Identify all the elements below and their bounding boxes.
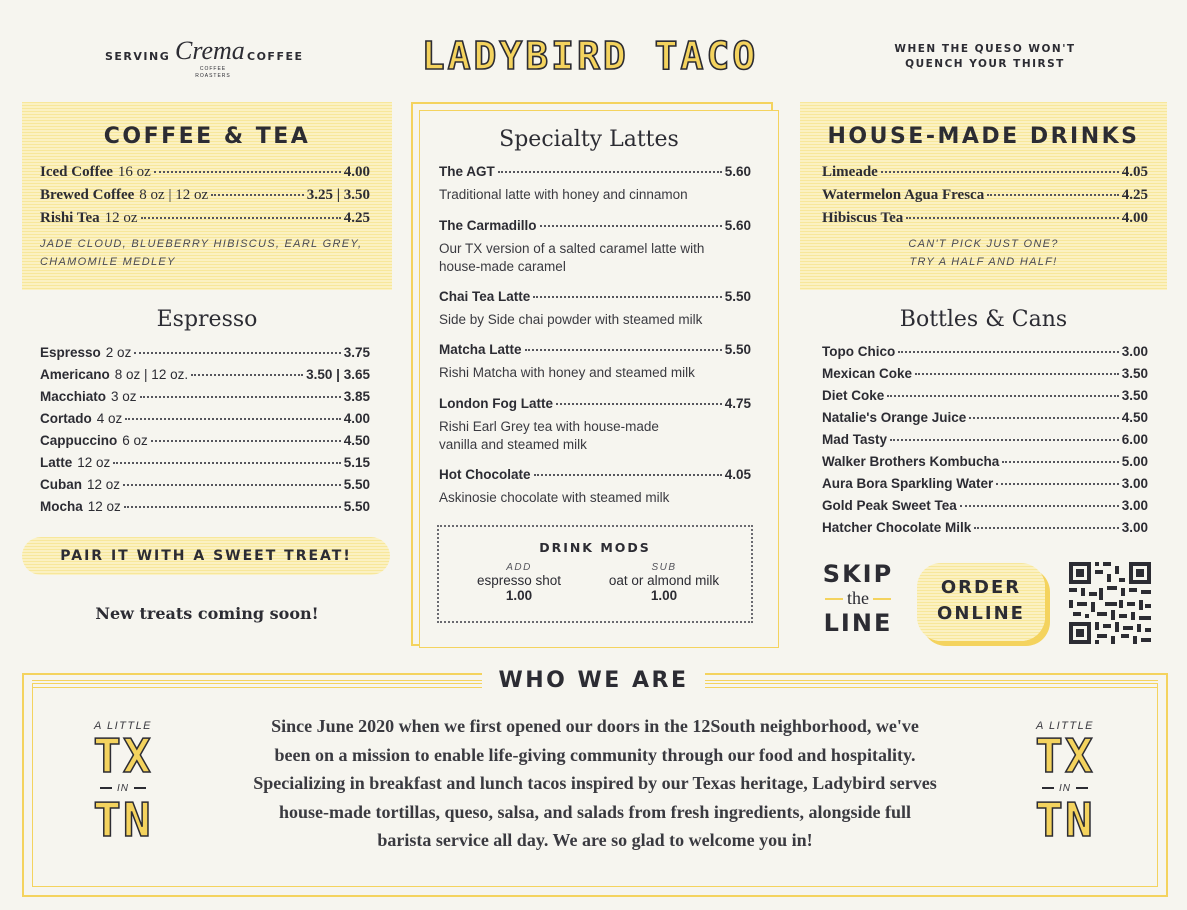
item-price: 5.50	[724, 342, 751, 357]
latte-description: Askinosie chocolate with steamed milk	[439, 490, 670, 505]
item-name: Macchiato	[40, 389, 107, 404]
item-name: Iced Coffee	[40, 164, 113, 180]
latte-item	[439, 396, 751, 411]
latte-description: Side by Side chai powder with steamed milk	[439, 312, 703, 327]
bottle-item	[822, 498, 1148, 513]
house-note-2: TRY A HALF AND HALF!	[909, 256, 1058, 268]
espresso-item	[40, 345, 370, 360]
coffee-tea-item-iced-coffee	[40, 164, 370, 181]
tagline-line-1: WHEN THE QUESO WON'T	[894, 43, 1076, 55]
item-price: 5.50	[724, 289, 751, 304]
item-name: Hatcher Chocolate Milk	[822, 520, 972, 535]
item-price: 3.75	[343, 345, 370, 360]
treats-note: New treats coming soon!	[95, 604, 319, 623]
crema-roasters-text: COFFEE ROASTERS	[195, 66, 231, 79]
house-drink-item	[822, 210, 1148, 227]
item-name: Mocha	[40, 499, 83, 514]
item-price: 4.25	[1121, 187, 1148, 203]
item-price: 3.00	[1121, 344, 1148, 359]
who-paragraph-line: Specializing in breakfast and lunch tacos inspired by our Texas heritage, Ladybird serves	[253, 773, 937, 793]
item-price: 5.00	[1121, 454, 1148, 469]
badge-in: IN	[1059, 782, 1071, 794]
who-title: WHO WE ARE	[482, 668, 705, 693]
item-price: 4.05	[724, 467, 751, 482]
badge-tn: TN	[1035, 793, 1095, 847]
the-text: the	[847, 588, 869, 608]
mods-sub-label: SUB	[651, 562, 677, 573]
order-online-button[interactable]	[917, 563, 1045, 641]
item-name: Limeade	[822, 164, 878, 180]
tagline-line-2: QUENCH YOUR THIRST	[905, 58, 1065, 70]
latte-item	[439, 342, 751, 357]
item-name: Aura Bora Sparkling Water	[822, 476, 994, 491]
item-name: London Fog Latte	[439, 396, 553, 411]
espresso-item	[40, 367, 370, 382]
tx-in-tn-right	[1005, 720, 1125, 847]
item-price: 3.00	[1121, 476, 1148, 491]
item-name: Topo Chico	[822, 344, 896, 359]
item-price: 6.00	[1121, 432, 1148, 447]
house-drink-item	[822, 187, 1148, 204]
who-title-rule-right	[705, 680, 1158, 688]
item-price: 5.60	[724, 218, 751, 233]
item-name: Latte	[40, 455, 73, 470]
tagline	[860, 42, 1110, 72]
espresso-title: Espresso	[156, 307, 258, 332]
badge-tx: TX	[93, 729, 153, 783]
item-price: 4.75	[724, 396, 751, 411]
bottle-item	[822, 410, 1148, 425]
item-price: 4.00	[1121, 210, 1148, 226]
mods-add-price: 1.00	[505, 588, 533, 603]
item-size: 2 oz	[105, 345, 132, 360]
order-text: ORDER	[940, 577, 1022, 598]
qr-code-icon[interactable]	[1069, 562, 1151, 644]
coffee-tea-item-brewed-coffee	[40, 187, 370, 204]
item-price: 4.50	[1121, 410, 1148, 425]
latte-description: Traditional latte with honey and cinnamon	[439, 187, 688, 202]
badge-tx: TX	[1035, 729, 1095, 783]
house-drink-item	[822, 164, 1148, 181]
coffee-tea-item-rishi-tea	[40, 210, 370, 227]
item-name: Walker Brothers Kombucha	[822, 454, 1000, 469]
espresso-item	[40, 411, 370, 426]
latte-item	[439, 467, 751, 482]
bottle-item	[822, 344, 1148, 359]
mods-sub-item: oat or almond milk	[608, 573, 720, 588]
latte-description-line-2: vanilla and steamed milk	[439, 437, 587, 452]
item-price: 5.50	[343, 499, 370, 514]
espresso-item	[40, 477, 370, 492]
crema-badge	[105, 38, 310, 82]
sweet-treat-text: PAIR IT WITH A SWEET TREAT!	[60, 548, 352, 564]
item-name: Americano	[40, 367, 110, 382]
skip-text: SKIP	[822, 560, 894, 588]
page-title: LADYBIRD TACO	[421, 34, 759, 78]
item-price: 5.15	[343, 455, 370, 470]
badge-tn: TN	[93, 793, 153, 847]
badge-in: IN	[117, 782, 129, 794]
item-size: 4 oz	[96, 411, 123, 426]
skip-the-line	[812, 560, 904, 637]
line-text: LINE	[823, 609, 893, 637]
item-price: 3.50	[1121, 366, 1148, 381]
bottle-item	[822, 454, 1148, 469]
the-row	[812, 588, 904, 609]
item-name: Chai Tea Latte	[439, 289, 531, 304]
who-paragraph-line: Since June 2020 when we first opened our doors in the 12South neighborhood, we've	[271, 716, 919, 736]
latte-item	[439, 164, 751, 179]
item-name: Mad Tasty	[822, 432, 888, 447]
house-drinks-title: HOUSE-MADE DRINKS	[827, 124, 1140, 149]
house-note-1: CAN'T PICK JUST ONE?	[908, 238, 1059, 250]
item-price: 4.05	[1121, 164, 1148, 180]
item-price: 5.50	[343, 477, 370, 492]
item-price: 3.50 | 3.65	[306, 367, 370, 382]
item-size: 12 oz	[77, 455, 111, 470]
coffee-tea-note-2: CHAMOMILE MEDLEY	[40, 256, 176, 268]
item-size: 12 oz	[87, 499, 121, 514]
latte-description: Our TX version of a salted caramel latte with	[439, 241, 705, 256]
item-size: 8 oz | 12 oz	[139, 187, 209, 203]
item-price: 4.25	[343, 210, 370, 226]
item-name: Hot Chocolate	[439, 467, 531, 482]
item-price: 3.50	[1121, 388, 1148, 403]
serving-text: SERVING	[105, 50, 171, 63]
badge-a-little: A LITTLE	[1035, 720, 1095, 732]
bottles-title: Bottles & Cans	[899, 307, 1068, 332]
item-name: Diet Coke	[822, 388, 885, 403]
item-name: Hibiscus Tea	[822, 210, 904, 226]
latte-description: Rishi Earl Grey tea with house-made	[439, 419, 659, 434]
item-name: Cappuccino	[40, 433, 118, 448]
item-price: 3.85	[343, 389, 370, 404]
drink-mods-title: DRINK MODS	[539, 540, 651, 555]
espresso-item	[40, 389, 370, 404]
item-name: Mexican Coke	[822, 366, 913, 381]
latte-item	[439, 218, 751, 233]
item-name: The Carmadillo	[439, 218, 537, 233]
mods-add-item: espresso shot	[476, 573, 562, 588]
badge-a-little: A LITTLE	[93, 720, 153, 732]
bottle-item	[822, 476, 1148, 491]
item-price: 4.00	[343, 164, 370, 180]
item-name: Natalie's Orange Juice	[822, 410, 967, 425]
item-name: Cuban	[40, 477, 82, 492]
bottle-item	[822, 366, 1148, 381]
item-size: 8 oz | 12 oz.	[114, 367, 189, 382]
mods-sub-price: 1.00	[650, 588, 678, 603]
item-name: Matcha Latte	[439, 342, 522, 357]
latte-description-line-2: house-made caramel	[439, 259, 566, 274]
item-price: 5.60	[724, 164, 751, 179]
espresso-item	[40, 499, 370, 514]
espresso-item	[40, 433, 370, 448]
item-price: 3.00	[1121, 498, 1148, 513]
bottle-item	[822, 388, 1148, 403]
item-price: 3.25 | 3.50	[306, 187, 370, 203]
coffee-tea-note-1: JADE CLOUD, BLUEBERRY HIBISCUS, EARL GREY,	[40, 238, 363, 250]
item-name: Gold Peak Sweet Tea	[822, 498, 957, 513]
item-name: Espresso	[40, 345, 101, 360]
item-size: 12 oz	[87, 477, 121, 492]
tx-in-tn-left	[63, 720, 183, 847]
bottle-item	[822, 520, 1148, 535]
latte-description: Rishi Matcha with honey and steamed milk	[439, 365, 695, 380]
mods-add-label: ADD	[506, 562, 532, 573]
who-paragraph-line: house-made tortillas, queso, salsa, and salads from fresh ingredients, alongside full	[278, 801, 912, 822]
mods-add	[457, 562, 581, 603]
coffee-text: COFFEE	[247, 50, 304, 63]
item-size: 6 oz	[122, 433, 148, 448]
item-name: Watermelon Agua Fresca	[822, 187, 985, 203]
who-title-rule-left	[32, 680, 482, 688]
item-name: Rishi Tea	[40, 210, 100, 226]
who-paragraph-line: been on a mission to enable life-giving community through our food and hospitality.	[274, 744, 916, 765]
coffee-tea-title: COFFEE & TEA	[103, 124, 311, 149]
item-size: 3 oz	[111, 389, 137, 404]
who-paragraph-line: barista service all day. We are so glad to welcome you in!	[377, 830, 813, 850]
mods-sub	[598, 562, 730, 603]
espresso-item	[40, 455, 370, 470]
item-size: 16 oz	[117, 164, 151, 180]
latte-item	[439, 289, 751, 304]
item-price: 3.00	[1121, 520, 1148, 535]
bottle-item	[822, 432, 1148, 447]
item-name: Brewed Coffee	[40, 187, 135, 203]
crema-logo: Crema	[175, 36, 245, 65]
online-text: ONLINE	[937, 603, 1025, 624]
item-price: 4.00	[343, 411, 370, 426]
item-size: 12 oz	[104, 210, 138, 226]
lattes-title: Specialty Lattes	[499, 127, 679, 152]
item-price: 4.50	[343, 433, 370, 448]
item-name: Cortado	[40, 411, 92, 426]
item-name: The AGT	[439, 164, 495, 179]
